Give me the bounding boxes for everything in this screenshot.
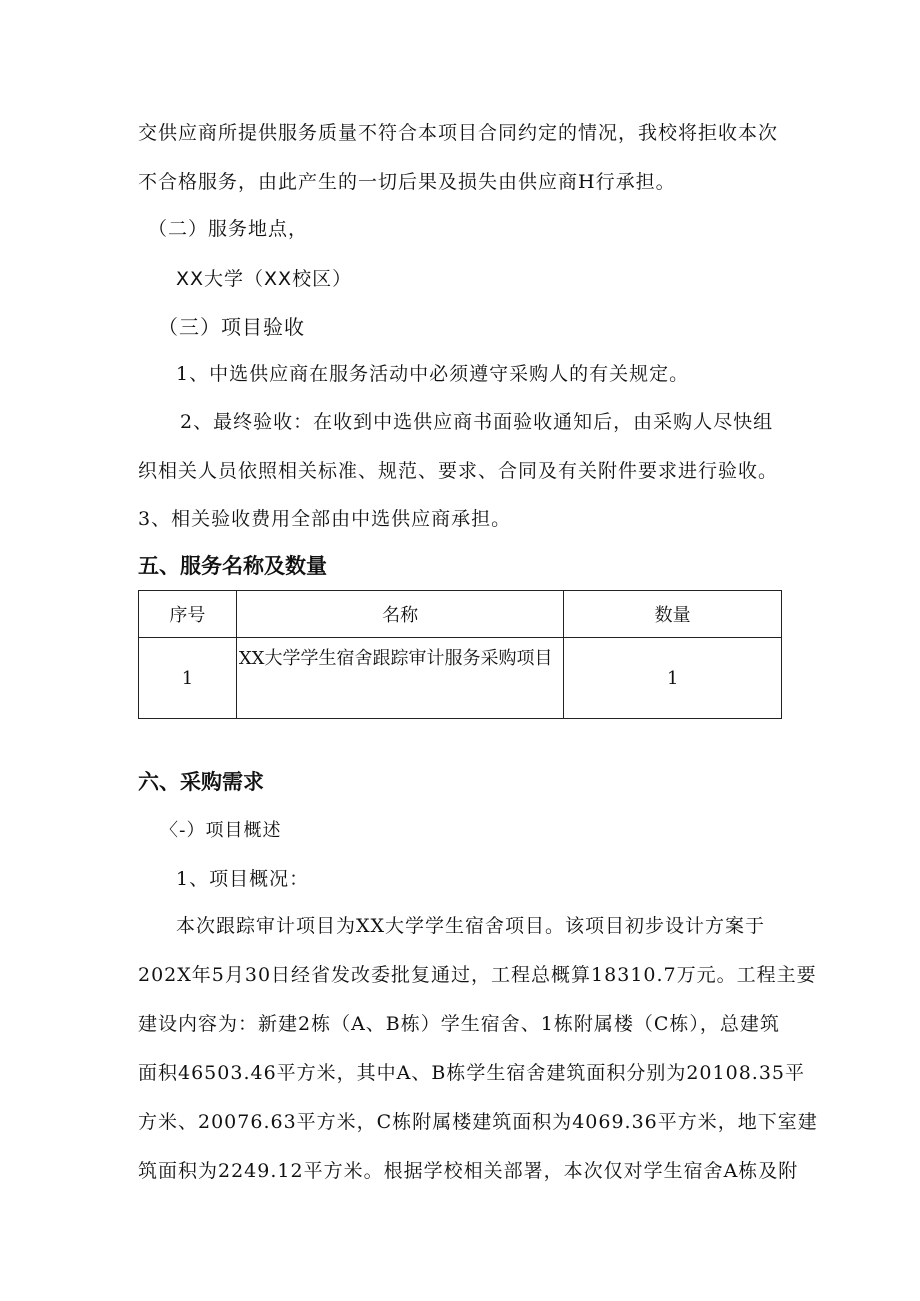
section-5-title: 五、服务名称及数量 [138, 554, 327, 578]
overview-paragraph-line: 建设内容为：新建2栋（A、B栋）学生宿舍、1栋附属楼（C栋），总建筑 [138, 1013, 780, 1035]
header-name: 名称 [236, 591, 563, 638]
acceptance-item-2: 2、最终验收：在收到中选供应商书面验收通知后，由采购人尽快组 [180, 411, 774, 433]
cell-name: XX大学学生宿舍跟踪审计服务采购项目 [236, 638, 563, 719]
cell-quantity: 1 [564, 638, 782, 719]
section-6-title: 六、采购需求 [138, 770, 264, 794]
service-location-heading: （二）服务地点， [148, 218, 309, 240]
project-overview-heading: 〈-）项目概述 [160, 820, 282, 841]
overview-paragraph-line: 方米、20076.63平方米，C栋附属楼建筑面积为4069.36平方米，地下室建 [138, 1111, 818, 1133]
paragraph-line: 交供应商所提供服务质量不符合本项目合同约定的情况，我校将拒收本次 [138, 122, 779, 144]
acceptance-heading: （三）项目验收 [158, 315, 305, 339]
acceptance-item-3: 3、相关验收费用全部由中选供应商承担。 [138, 508, 512, 530]
header-index: 序号 [139, 591, 237, 638]
overview-paragraph-line: 202X年5月30日经省发改委批复通过，工程总概算18310.7万元。工程主要 [138, 964, 817, 986]
paragraph-line: 不合格服务，由此产生的一切后果及损失由供应商H行承担。 [138, 171, 676, 193]
service-table [138, 590, 782, 719]
acceptance-item-1: 1、中选供应商在服务活动中必须遵守采购人的有关规定。 [176, 363, 690, 385]
overview-paragraph-line: 筑面积为2249.12平方米。根据学校相关部署，本次仅对学生宿舍A栋及附 [138, 1160, 799, 1182]
overview-paragraph-line: 本次跟踪审计项目为XX大学学生宿舍项目。该项目初步设计方案于 [176, 915, 766, 937]
table-row [139, 638, 782, 719]
cell-index: 1 [139, 638, 237, 719]
acceptance-item-2-cont: 织相关人员依照相关标准、规范、要求、合同及有关附件要求进行验收。 [138, 460, 779, 482]
table-header-row [139, 591, 782, 638]
overview-paragraph-line: 面积46503.46平方米，其中A、B栋学生宿舍建筑面积分别为20108.35平 [138, 1062, 806, 1084]
header-quantity: 数量 [564, 591, 782, 638]
service-location-value: XX大学（XX校区） [176, 268, 353, 290]
project-overview-item: 1、项目概况： [176, 868, 310, 890]
